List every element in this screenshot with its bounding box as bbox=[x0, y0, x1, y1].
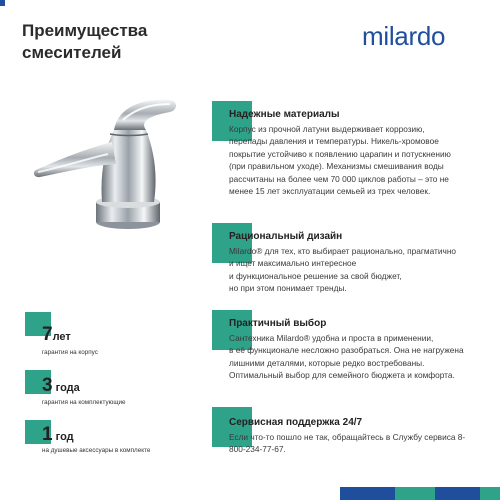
stat-2-value bbox=[42, 376, 80, 398]
feature-3-line: в её функционале несложно разобраться. Она не нагружена bbox=[229, 345, 464, 356]
stat-1-number: 7 bbox=[42, 324, 53, 345]
feature-1-text bbox=[229, 123, 491, 197]
page-title-line-2: смесителей bbox=[22, 43, 122, 62]
footer-bar bbox=[480, 487, 500, 500]
stat-2-unit: года bbox=[52, 382, 80, 394]
feature-3-text bbox=[229, 332, 491, 382]
stat-2-number: 3 bbox=[42, 375, 53, 396]
feature-4-title: Сервисная поддержка 24/7 bbox=[229, 417, 363, 428]
stat-3-number: 1 bbox=[42, 424, 53, 445]
stat-3-unit: год bbox=[52, 431, 74, 443]
feature-1-line: менее 15 лет эксплуатации семьей из трех человек. bbox=[229, 186, 431, 197]
faucet-image bbox=[28, 90, 188, 240]
stat-1-caption: гарантия на корпус bbox=[42, 349, 98, 356]
feature-3-line: лишними деталями, которые редко востребованы. bbox=[229, 357, 425, 368]
feature-3-line: Сантехника Milardo® удобна и проста в применении, bbox=[229, 333, 434, 343]
feature-1-line: покрытие устойчиво к появлению царапин и потускнению bbox=[229, 148, 451, 159]
feature-2-line: и ищет максимально интересное bbox=[229, 258, 357, 269]
stat-3-caption: на душевые аксессуары в комплекте bbox=[42, 447, 151, 454]
feature-2-line: но при этом понимает тренды. bbox=[229, 283, 347, 294]
feature-2-line: Milardo® для тех, кто выбирает рационально, прагматично bbox=[229, 246, 457, 256]
feature-1-line: Корпус из прочной латуни выдерживает коррозию, bbox=[229, 124, 425, 134]
brand-logo: milardo bbox=[362, 21, 446, 51]
stat-1-value bbox=[42, 325, 71, 347]
feature-2-title: Рациональный дизайн bbox=[229, 231, 343, 242]
feature-1-line: рассчитаны на более чем 70 000 циклов работы – это не bbox=[229, 173, 449, 184]
feature-3-line: Оптимальный выбор для семейного бюджета и комфорта. bbox=[229, 370, 455, 381]
stat-2-caption: гарантия на комплектующие bbox=[42, 399, 126, 406]
feature-4-text bbox=[229, 431, 491, 456]
feature-2-line: и функциональное решение за свой бюджет, bbox=[229, 270, 402, 281]
corner-mark bbox=[0, 0, 5, 6]
page-title-line-1: Преимущества bbox=[22, 21, 148, 40]
feature-1-line: перепады давления и температуры. Никель-хромовое bbox=[229, 136, 439, 147]
feature-2-text bbox=[229, 245, 491, 295]
feature-1-line: (при правильном уходе). Механизмы смешивания воды bbox=[229, 161, 444, 172]
feature-4-line: 800-234-77-67. bbox=[229, 444, 286, 455]
footer-color-bars bbox=[340, 487, 500, 500]
stat-1-unit: лет bbox=[52, 331, 71, 343]
footer-bar bbox=[340, 487, 395, 500]
page-title bbox=[22, 20, 222, 64]
feature-3-title: Практичный выбор bbox=[229, 318, 327, 329]
feature-1-title: Надежные материалы bbox=[229, 109, 340, 120]
stat-3-value bbox=[42, 425, 74, 447]
footer-bar bbox=[395, 487, 435, 500]
footer-bar bbox=[435, 487, 480, 500]
feature-4-line: Если что-то пошло не так, обращайтесь в Службу сервиса 8- bbox=[229, 432, 466, 442]
